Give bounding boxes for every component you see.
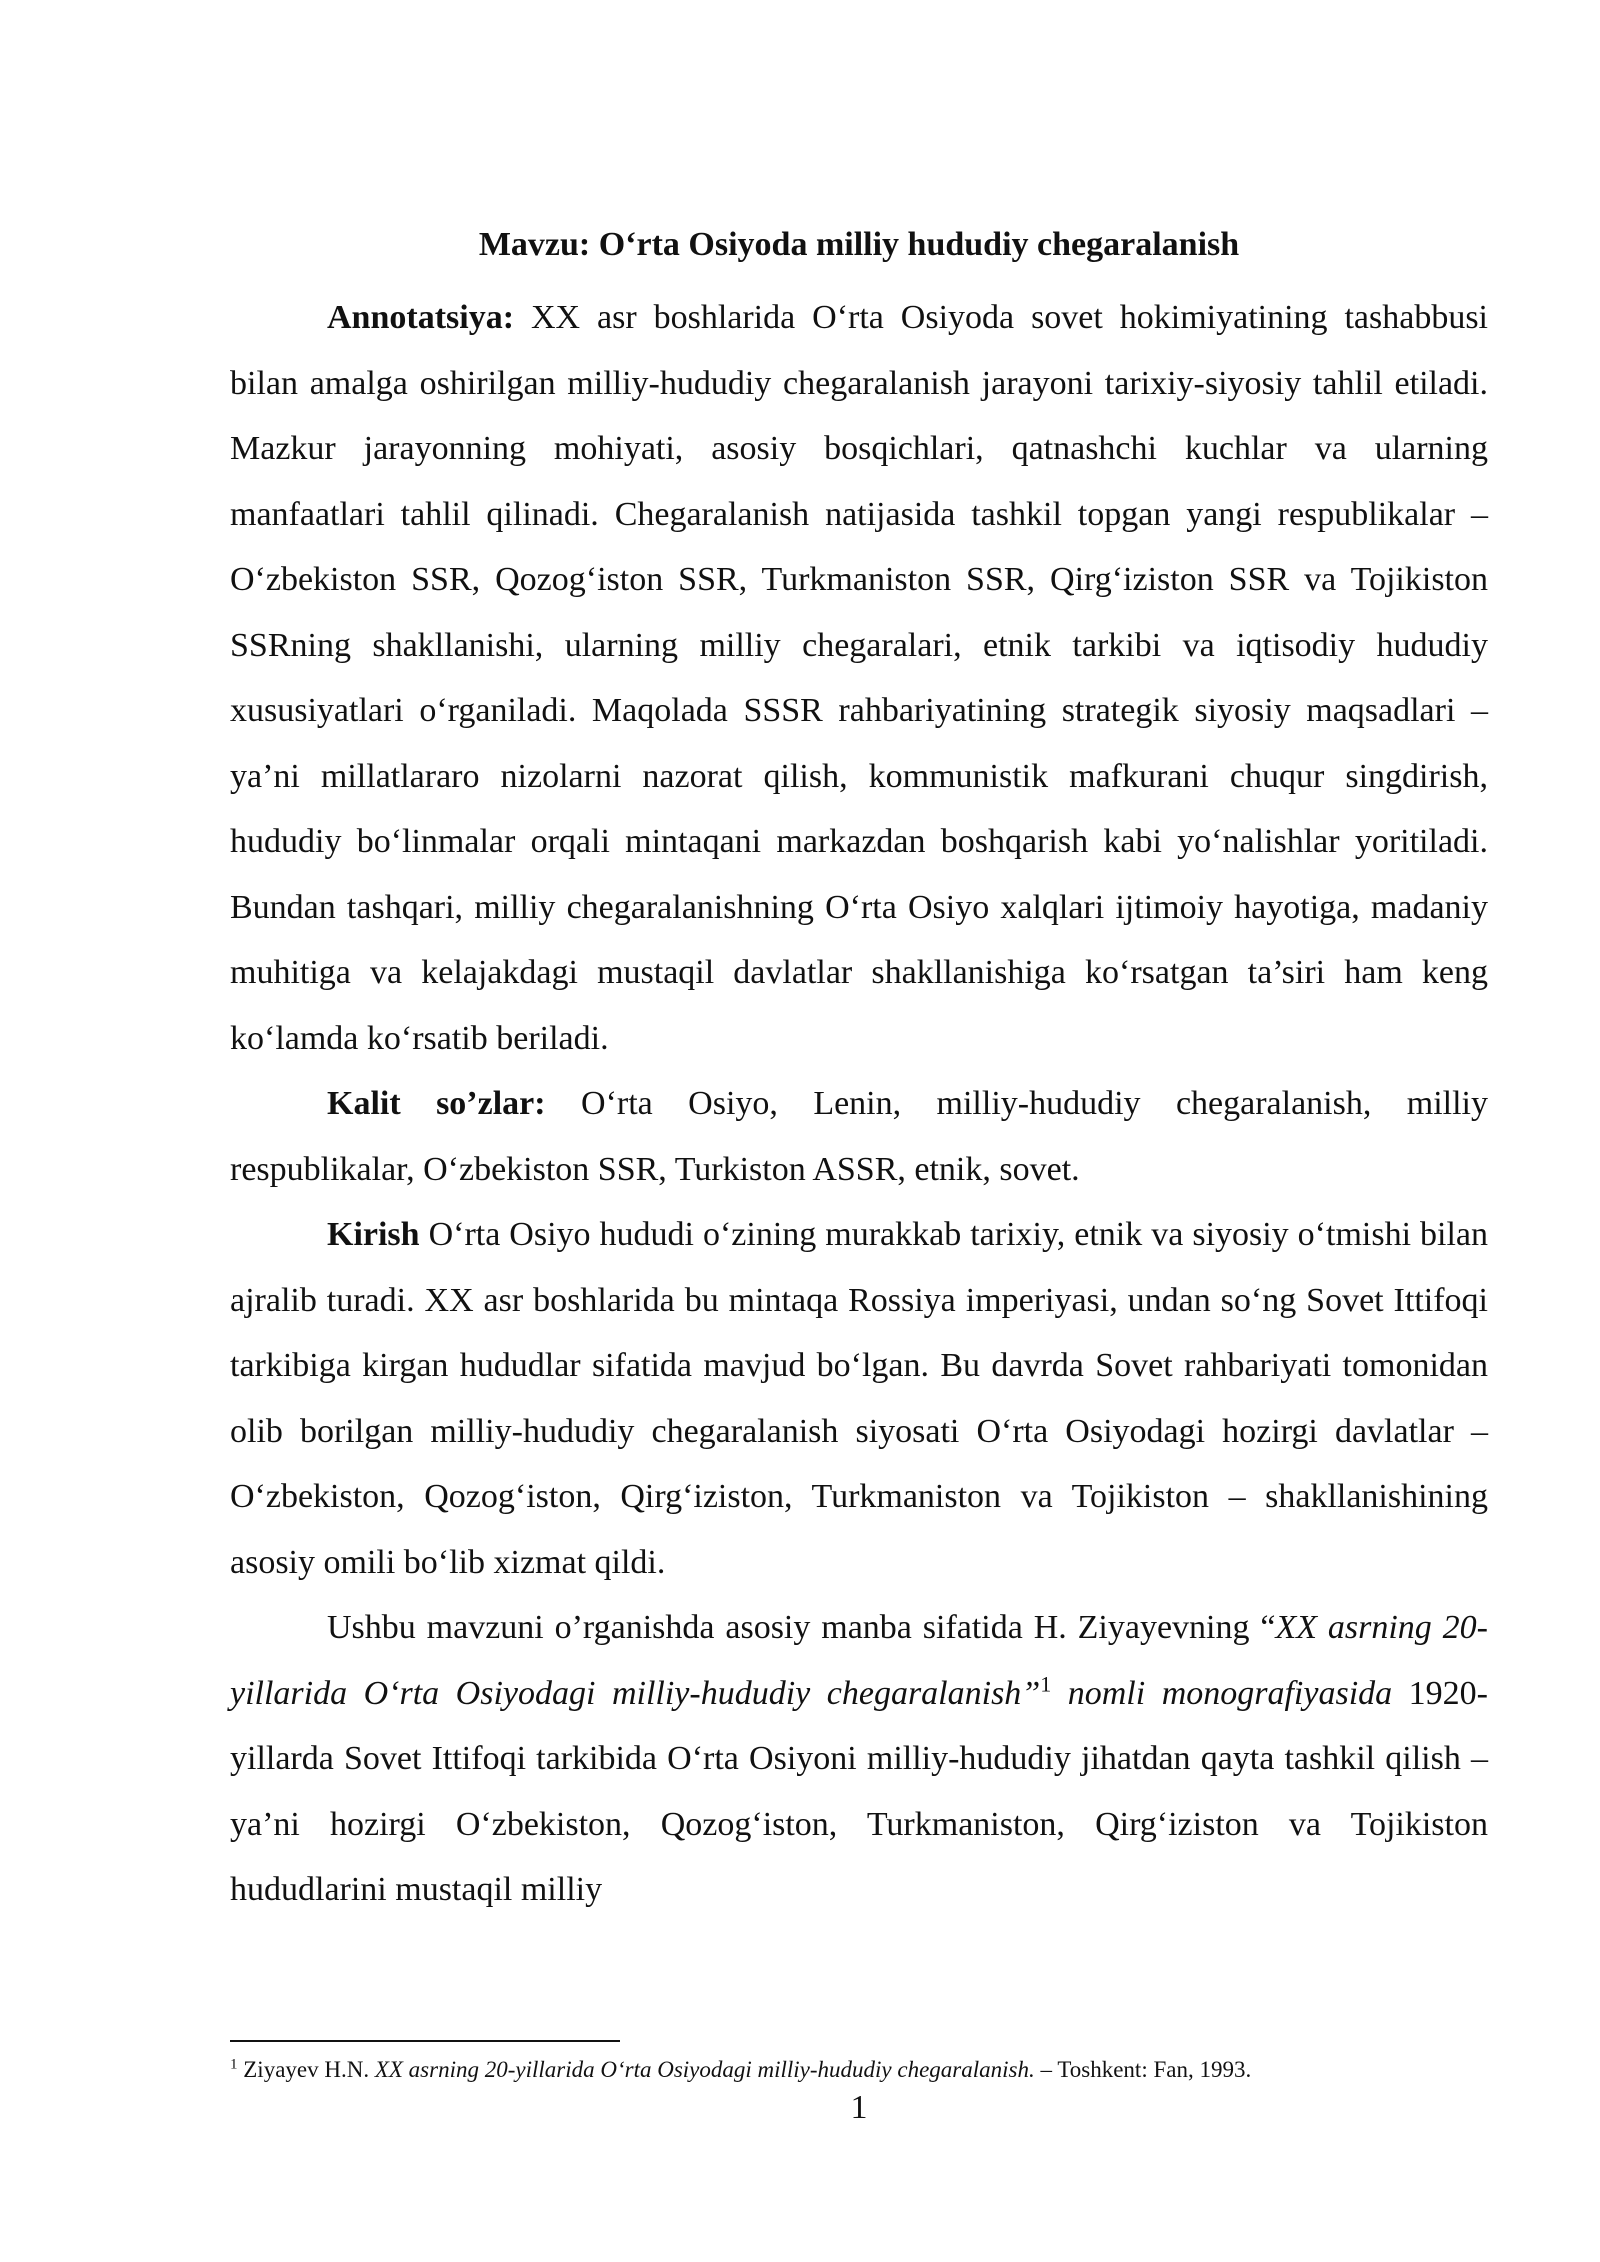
keywords-label: Kalit so’zlar: [327, 1085, 546, 1122]
annotation-paragraph [230, 285, 1488, 1071]
footnote-title: XX asrning 20-yillarida O‘rta Osiyodagi milliy-hududiy chegaralanish. [374, 2057, 1035, 2082]
page-number: 1 [850, 2089, 868, 2126]
footnote-separator [230, 2040, 620, 2042]
footnote-number: 1 [230, 2056, 238, 2073]
footnote-publisher: – Toshkent: Fan, 1993. [1040, 2057, 1252, 2082]
annotation-label: Annotatsiya: [327, 299, 515, 336]
document-page [230, 215, 1488, 1923]
intro-text: O‘rta Osiyo hududi o‘zining murakkab tarixiy, etnik va siyosiy o‘tmishi bilan ajralib turadi. XX asr boshlarida bu mintaqa Rossiya imperiyasi, undan so‘ng Sovet Ittifoqi tarkibiga kirgan hududlar sifatida mavjud bo‘lgan. Bu davrda Sovet rahbariyati tomonidan olib borilgan milliy-hududiy chegaralanish siyosati O‘rta Osiyodagi hozirgi davlatlar – O‘zbekiston, Qozog‘iston, Qirg‘iziston, Turkmaniston va Tojikiston – shakllanishining asosiy omili bo‘lib xizmat qildi. [230, 1216, 1489, 1581]
keywords-text: O‘rta Osiyo, Lenin, milliy-hududiy chegaralanish, milliy respublikalar, O‘zbekiston SSR, Turkiston ASSR, etnik, sovet. [230, 1085, 1489, 1188]
intro-paragraph [230, 1202, 1488, 1595]
footnote-author: Ziyayev H.N. [243, 2057, 370, 2082]
source-italic-tail: nomli monografiyasida [1051, 1674, 1393, 1712]
page-title: Mavzu: O‘rta Osiyoda milliy hududiy chegaralanish [478, 226, 1240, 263]
source-book-title: XX asrning 20-yillarida O‘rta Osiyodagi milliy-hududiy chegaralanish [230, 1609, 1488, 1712]
source-lead: Ushbu mavzuni o’rganishda asosiy manba sifatida H. Ziyayevning “ [327, 1609, 1276, 1646]
source-close-quote: ” [1021, 1674, 1041, 1712]
source-paragraph [230, 1595, 1488, 1923]
footnote [230, 2055, 1488, 2085]
annotation-text: XX asr boshlarida O‘rta Osiyoda sovet hokimiyatining tashabbusi bilan amalga oshirilgan milliy-hududiy chegaralanish jarayoni tarixiy-siyosiy tahlil etiladi. Mazkur jarayonning mohiyati, asosiy bosqichlari, qatnashchi kuchlar va ularning manfaatlari tahlil qilinadi. Chegaralanish natijasida tashkil topgan yangi respublikalar – O‘zbekiston SSR, Qozog‘iston SSR, Turkmaniston SSR, Qirg‘iziston SSR va Tojikiston SSRning shakllanishi, ularning milliy chegaralari, etnik tarkibi va iqtisodiy hududiy xususiyatlari o‘rganiladi. Maqolada SSSR rahbariyatining strategik siyosiy maqsadlari – ya’ni millatlararo nizolarni nazorat qilish, kommunistik mafkurani chuqur singdirish, hududiy bo‘linmalar orqali mintaqani markazdan boshqarish kabi yo‘nalishlar yoritiladi. Bundan tashqari, milliy chegaralanishning O‘rta Osiyo xalqlari ijtimoiy hayotiga, madaniy muhitiga va kelajakdagi mustaqil davlatlar shakllanishiga ko‘rsatgan ta’siri ham keng ko‘lamda ko‘rsatib beriladi. [230, 299, 1489, 1057]
intro-label: Kirish [327, 1216, 420, 1253]
footnote-reference[interactable]: 1 [1040, 1671, 1052, 1697]
keywords-paragraph [230, 1071, 1488, 1202]
source-text: 1920-yillarda Sovet Ittifoqi tarkibida O‘rta Osiyoni milliy-hududiy jihatdan qayta tashkil qilish – ya’ni hozirgi O‘zbekiston, Qozog‘iston, Turkmaniston, Qirg‘iziston va Tojikiston hududlarini mustaqil milliy [230, 1674, 1488, 1908]
